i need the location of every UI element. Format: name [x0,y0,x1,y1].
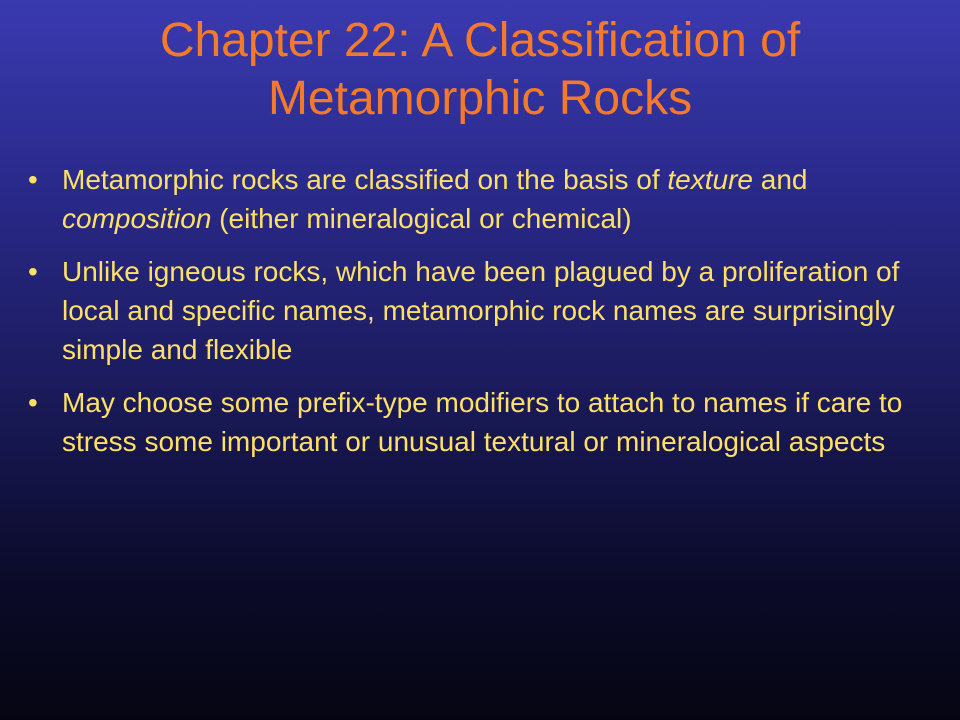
bullet-mark: • [28,164,38,195]
bullet-text-segment: Metamorphic rocks are classified on the basis of [62,164,668,195]
slide-title: Chapter 22: A Classification of Metamorphic Rocks [159,14,801,125]
emphasis-texture: texture [667,164,753,195]
bullet-item [28,252,948,369]
bullet-text-segment: and [753,164,808,195]
bullet-item [28,160,948,238]
emphasis-composition: composition [62,203,212,234]
bullet-text: May choose some prefix-type modifiers to attach to names if care to stress some important or unusual textural or mineralogical aspects [62,387,903,457]
bullet-list [28,160,948,475]
bullet-text-segment: (either mineralogical or chemical) [211,203,632,234]
bullet-mark: • [28,256,38,287]
bullet-mark: • [28,387,38,418]
bullet-text [62,164,808,234]
bullet-item [28,383,948,461]
bullet-text: Unlike igneous rocks, which have been plagued by a proliferation of local and specific names, metamorphic rock names are surprisingly simple and flexible [62,256,900,365]
